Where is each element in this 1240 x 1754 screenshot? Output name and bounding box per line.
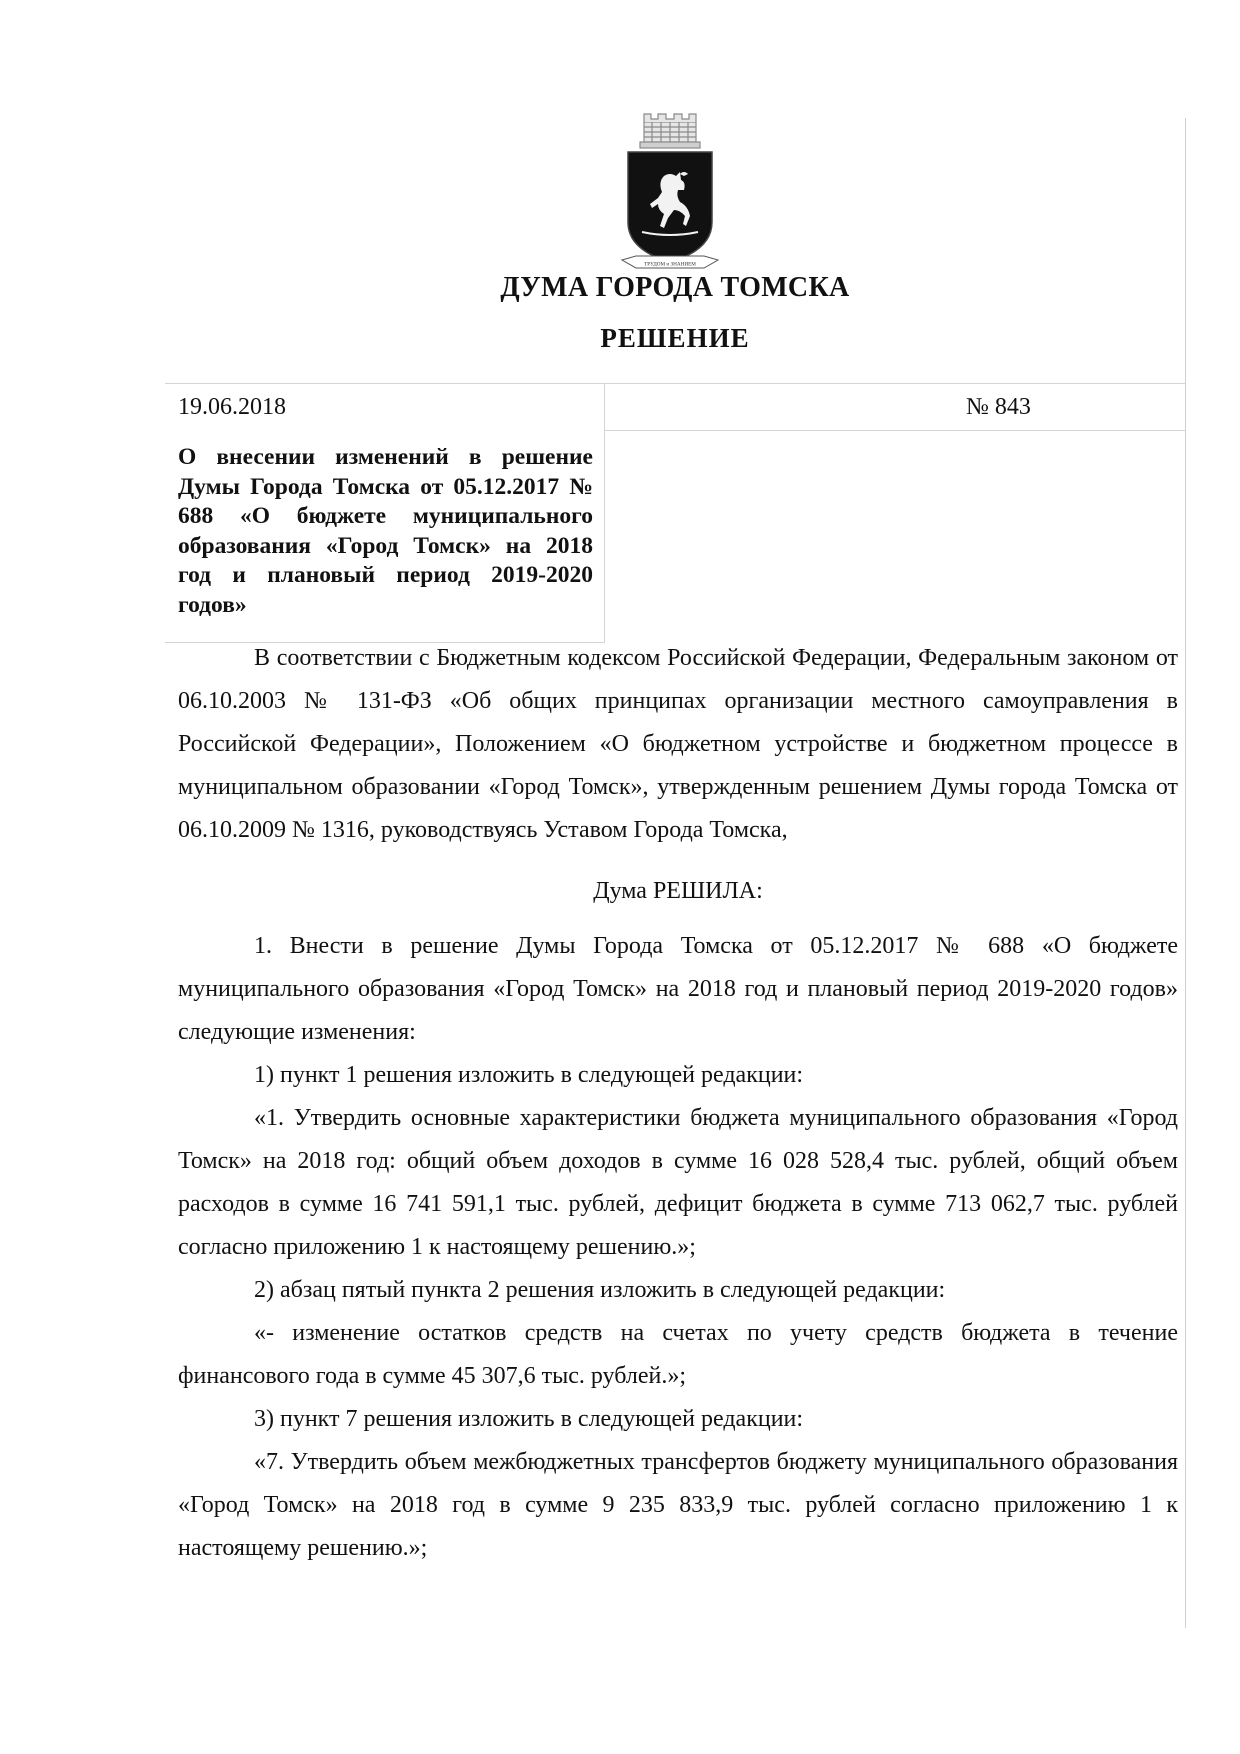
table-rule-top bbox=[165, 383, 1185, 384]
body-paragraph: «1. Утвердить основные характеристики бюджета муниципального образования «Город Томск» на 2018 год: общий объем доходов в сумме 16 028 528,4 тыс. рублей, общий объем расходов в сумме 16 741 591,1 тыс. рублей, дефицит бюджета в сумме 713 062,7 тыс. рублей согласно приложению 1 к настоящему решению.»; bbox=[178, 1105, 1178, 1260]
resolved-heading: Дума РЕШИЛА: bbox=[593, 878, 763, 904]
body-paragraph: «7. Утвердить объем межбюджетных трансфертов бюджету муниципального образования «Город Томск» на 2018 год в сумме 9 235 833,9 тыс. рублей согласно приложению 1 к настоящему решению.»; bbox=[178, 1449, 1178, 1561]
body-paragraph: «- изменение остатков средств на счетах по учету средств бюджета в течение финансового года в сумме 45 307,6 тыс. рублей.»; bbox=[178, 1320, 1178, 1389]
body-paragraph: 1) пункт 1 решения изложить в следующей редакции: bbox=[254, 1062, 804, 1088]
city-coat-of-arms-icon bbox=[618, 110, 722, 280]
body-paragraph: 1. Внести в решение Думы Города Томска от 05.12.2017 № 688 «О бюджете муниципального образования «Город Томск» на 2018 год и плановый период 2019-2020 годов» следующие изменения: bbox=[178, 933, 1178, 1045]
document-number: № 843 bbox=[966, 394, 1031, 420]
table-divider bbox=[604, 384, 605, 642]
organization-title: ДУМА ГОРОДА ТОМСКА bbox=[500, 272, 850, 303]
emblem-motto: ТРУДОМ и ЗНАНИЕМ bbox=[644, 261, 696, 268]
table-rule-mid bbox=[604, 430, 1185, 431]
document-body bbox=[178, 637, 1178, 1570]
preamble-paragraph: В соответствии с Бюджетным кодексом Российской Федерации, Федеральным законом от 06.10.2003 № 131-ФЗ «Об общих принципах организации местного самоуправления в Российской Федерации», Положением «О бюджетном устройстве и бюджетном процессе в муниципальном образовании «Город Томск», утвержденным решением Думы города Томска от 06.10.2009 № 1316, руководствуясь Уставом Города Томска, bbox=[178, 645, 1178, 843]
body-paragraph: 2) абзац пятый пункта 2 решения изложить в следующей редакции: bbox=[254, 1277, 946, 1303]
body-paragraph: 3) пункт 7 решения изложить в следующей редакции: bbox=[254, 1406, 804, 1432]
document-date: 19.06.2018 bbox=[178, 394, 286, 420]
document-type-title: РЕШЕНИЕ bbox=[600, 323, 750, 353]
document-subject: О внесении изменений в решение Думы Города Томска от 05.12.2017 № 688 «О бюджете муниципального образования «Город Томск» на 2018 год и плановый период 2019-2020 годов» bbox=[178, 444, 593, 618]
